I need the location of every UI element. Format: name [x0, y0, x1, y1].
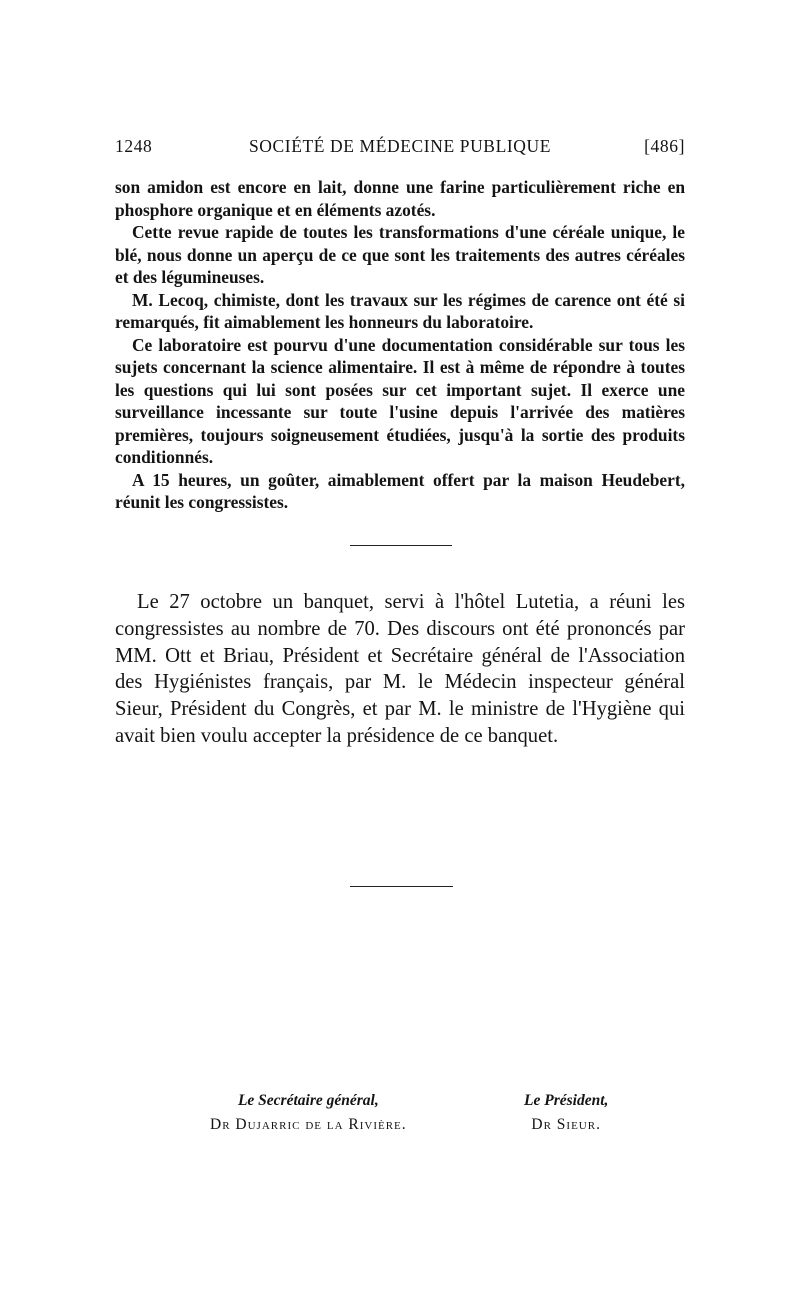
paragraph: M. Lecoq, chimiste, dont les travaux sur les régimes de carence ont été si remarqués, fit aimablement les honneurs du laboratoire.	[115, 289, 685, 332]
paragraph: son amidon est encore en lait, donne une farine particulièrement riche en phosphore organique et en éléments azotés.	[115, 177, 685, 220]
signature-name: Dr Sieur.	[531, 1116, 601, 1133]
banquet-section	[115, 589, 685, 750]
running-header	[115, 136, 685, 162]
page-number: 1248	[115, 136, 153, 156]
signature-secretary	[210, 1092, 407, 1134]
page-reference: [486]	[644, 136, 685, 156]
signature-role: Le Président,	[524, 1092, 609, 1109]
paragraph: Ce laboratoire est pourvu d'une documentation considérable sur tous les sujets concernant la science alimentaire. Il est à même de répondre à toutes les questions qui lui sont posées sur cet important sujet. Il exerce une surveillance incessante sur toute l'usine depuis l'arrivée des matières premières, toujours soigneusement étudiées, jusqu'à la sortie des produits conditionnés.	[115, 334, 685, 467]
paragraph: Le 27 octobre un banquet, servi à l'hôtel Lutetia, a réuni les congressistes au nombre de 70. Des discours ont été prononcés par MM. Ott et Briau, Président et Secrétaire général de l'Association des Hygiénistes français, par M. le Médecin inspecteur général Sieur, Président du Congrès, et par M. le ministre de l'Hygiène qui avait bien voulu accepter la présidence de ce banquet.	[115, 591, 685, 747]
signature-name: Dr Dujarric de la Rivière.	[210, 1116, 407, 1133]
running-title: SOCIÉTÉ DE MÉDECINE PUBLIQUE	[248, 136, 552, 156]
report-section	[115, 176, 685, 514]
paragraph: Cette revue rapide de toutes les transformations d'une céréale unique, le blé, nous donne un aperçu de ce que sont les traitements des autres céréales et des légumineuses.	[115, 222, 685, 287]
section-divider	[350, 886, 453, 887]
signature-president	[524, 1092, 608, 1134]
paragraph: A 15 heures, un goûter, aimablement offert par la maison Heudebert, réunit les congressistes.	[115, 469, 685, 512]
signature-role: Le Secrétaire général,	[237, 1092, 379, 1109]
section-divider	[350, 545, 452, 546]
